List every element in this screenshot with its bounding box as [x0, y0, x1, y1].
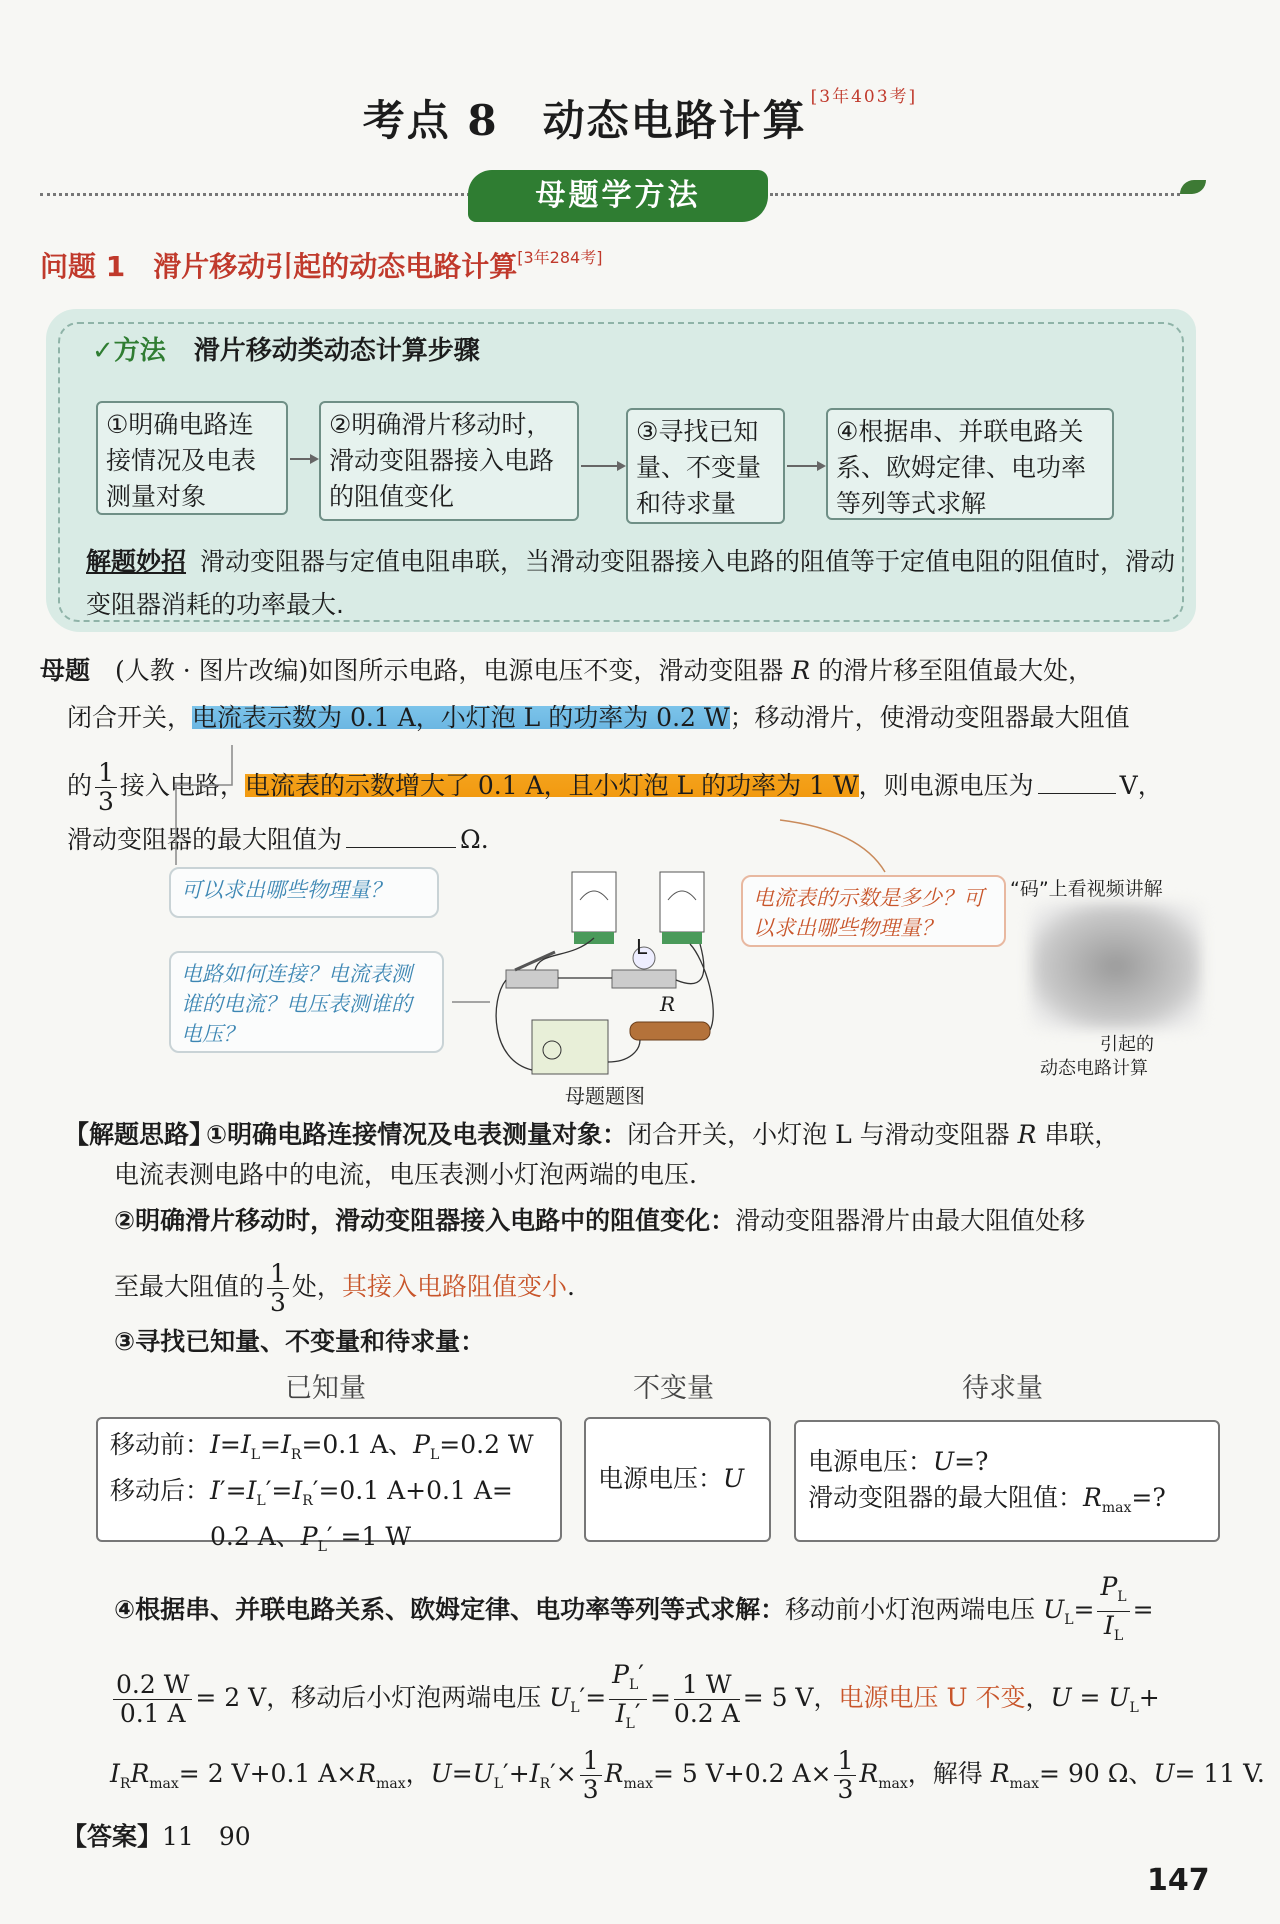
voltmeter-icon — [572, 872, 616, 932]
text-segment: = — [451, 1759, 473, 1788]
text-segment: 1 — [98, 758, 114, 787]
text-segment: ， — [405, 1759, 431, 1788]
italic-var: I — [210, 1430, 220, 1459]
text-segment: 电流表测电路中的电流，电压表测小灯泡两端的电压. — [114, 1160, 697, 1189]
text-segment: 0.2 A — [673, 1699, 740, 1728]
text-segment: = 5 V+0.2 A× — [653, 1759, 832, 1788]
text-segment: 串联， — [1036, 1120, 1120, 1149]
subscript: L — [493, 1776, 504, 1792]
solution-line — [114, 1201, 1085, 1241]
text-segment: ′+ — [503, 1759, 530, 1788]
qr-caption-2: 动态电路计算 — [1040, 1058, 1148, 1079]
problem-heading-label: 问题 1 滑片移动引起的动态电路计算 — [40, 250, 518, 283]
numerator — [113, 1671, 192, 1700]
subscript: L — [256, 1493, 266, 1509]
title-text: 考点 8 动态电路计算 — [362, 96, 807, 145]
italic-var: R — [1083, 1483, 1102, 1512]
table-header-unknown: 待求量 — [962, 1373, 1043, 1404]
emphasis-text: 电源电压 U 不变 — [838, 1683, 1026, 1712]
subscript: max — [878, 1776, 908, 1792]
text-segment: 移动前小灯泡两端电压 — [785, 1595, 1044, 1624]
subscript: max — [149, 1776, 179, 1792]
subscript: L — [570, 1700, 580, 1716]
text-segment: 1 — [837, 1746, 854, 1775]
text-segment: ′× — [550, 1759, 577, 1788]
constant-line — [598, 1461, 757, 1497]
bold-text: 母题 — [40, 656, 91, 685]
text-segment: 1 W — [682, 1670, 732, 1699]
italic-var: P — [612, 1660, 629, 1689]
text-segment: =? — [1131, 1483, 1166, 1512]
italic-var: I — [240, 1430, 251, 1459]
unknown-line — [808, 1480, 1206, 1526]
text-segment: ，则电源电压为 — [858, 771, 1034, 800]
text-segment: ′ =1 W — [326, 1522, 412, 1551]
denominator — [609, 1700, 647, 1738]
numerator — [267, 1260, 289, 1289]
qr-caption-1: 引起的 — [1100, 1034, 1154, 1055]
denominator — [1097, 1612, 1129, 1650]
italic-var: U — [723, 1464, 745, 1493]
text-segment: 0.1 A — [119, 1699, 186, 1728]
tip-text: 滑动变阻器与定值电阻串联，当滑动变阻器接入电路的阻值等于定值电阻的阻值时，滑动变阻器消耗的功率最大. — [86, 547, 1176, 619]
subscript: max — [376, 1776, 406, 1792]
subscript: R — [119, 1776, 131, 1792]
denominator — [113, 1700, 192, 1728]
step-4: ④根据串、并联电路关系、欧姆定律、电功率等列等式求解 — [826, 408, 1114, 520]
italic-var: I — [1103, 1611, 1114, 1640]
subscript: L — [1113, 1628, 1124, 1644]
subscript: max — [623, 1776, 653, 1792]
callout-quantities: 可以求出哪些物理量？ — [169, 867, 439, 918]
text-segment: ′= — [579, 1683, 607, 1712]
lamp-label: L — [636, 935, 648, 959]
subscript: L — [429, 1447, 440, 1463]
text-segment: = — [219, 1430, 241, 1459]
subscript: L — [1064, 1612, 1074, 1628]
constant-box — [584, 1417, 771, 1542]
numerator — [834, 1747, 856, 1776]
rheostat-icon — [630, 1022, 710, 1040]
subscript: L — [317, 1539, 327, 1555]
answer-label: 【答案】 — [62, 1822, 163, 1851]
text-segment: 0.2 W — [116, 1670, 190, 1699]
subscript: L — [625, 1716, 635, 1732]
text-segment: = — [260, 1430, 281, 1459]
text-segment: = 2 V+0.1 A× — [178, 1759, 358, 1788]
known-line — [110, 1473, 548, 1519]
text-segment: 滑动变阻器的最大阻值： — [808, 1483, 1084, 1512]
known-line — [110, 1519, 548, 1565]
table-header-known: 已知量 — [285, 1373, 366, 1404]
unknown-line — [808, 1444, 1206, 1480]
solution-line — [114, 1155, 697, 1195]
known-box — [96, 1417, 562, 1555]
qr-title: “码”上看视频讲解 — [1010, 878, 1163, 900]
section-banner: 母题学方法 — [468, 170, 768, 222]
step4-line — [110, 1661, 1160, 1738]
text-segment: ′= — [265, 1476, 293, 1505]
italic-var: R — [990, 1759, 1010, 1788]
solution-label: 【解题思路】 — [64, 1120, 215, 1149]
step-2: ②明确滑片移动时，滑动变阻器接入电路的阻值变化 — [319, 401, 579, 521]
qr-code[interactable] — [1030, 902, 1202, 1030]
fraction — [674, 1671, 740, 1728]
text-segment: = — [649, 1683, 671, 1712]
text-segment: ′= — [219, 1476, 247, 1505]
page-number: 147 — [1147, 1863, 1210, 1898]
rheostat-label: R — [660, 992, 676, 1016]
text-segment: = — [1073, 1595, 1095, 1624]
text-segment: 滑动变阻器滑片由最大阻值处移 — [735, 1206, 1086, 1235]
text-segment: 3 — [98, 787, 114, 816]
ammeter-icon — [660, 872, 704, 932]
text-segment: = — [1071, 1683, 1109, 1712]
fraction — [267, 1260, 289, 1317]
subscript: max — [1101, 1500, 1132, 1516]
problem-heading-note: [3年284考] — [517, 248, 603, 267]
solution-line — [114, 1322, 485, 1362]
italic-var: U — [430, 1759, 452, 1788]
denominator — [580, 1776, 602, 1804]
fraction — [113, 1671, 192, 1728]
connector-line — [176, 745, 232, 865]
fraction — [834, 1747, 856, 1804]
text-segment: . — [566, 1272, 575, 1301]
subscript: L — [628, 1677, 639, 1693]
text-segment: ′ — [634, 1699, 641, 1728]
italic-var: U — [549, 1683, 571, 1712]
italic-var: U — [1043, 1595, 1065, 1624]
text-segment: 电源电压： — [598, 1464, 724, 1493]
text-segment: + — [1138, 1683, 1160, 1712]
callout-connection: 电路如何连接？电流表测谁的电流？电压表测谁的电压？ — [169, 951, 444, 1053]
text-segment: 3 — [837, 1775, 854, 1804]
fraction — [580, 1747, 602, 1804]
italic-var: I — [246, 1476, 257, 1505]
text-segment: 1 — [270, 1259, 286, 1288]
italic-var: P — [1100, 1572, 1118, 1601]
bold-text: ④根据串、并联电路关系、欧姆定律、电功率等列等式求解： — [114, 1595, 786, 1624]
answer — [62, 1817, 251, 1857]
italic-var: I — [281, 1430, 291, 1459]
unknown-box — [794, 1420, 1220, 1542]
text-segment: ′ — [638, 1660, 644, 1689]
step-3: ③寻找已知量、不变量和待求量 — [626, 408, 785, 524]
text-segment: 滑动变阻器的最大阻值为 — [67, 825, 343, 854]
text-segment: 3 — [582, 1775, 599, 1804]
subscript: L — [250, 1447, 261, 1463]
text-segment: = 5 V， — [742, 1683, 839, 1712]
text-segment: 3 — [270, 1288, 286, 1317]
italic-var: U — [933, 1447, 955, 1476]
denominator — [674, 1700, 740, 1728]
table-header-constant: 不变量 — [633, 1373, 714, 1404]
text-segment: = 90 Ω、 — [1039, 1759, 1154, 1788]
subscript: R — [539, 1776, 551, 1792]
italic-var: R — [357, 1759, 377, 1788]
italic-var: P — [413, 1430, 430, 1459]
italic-var: I — [110, 1759, 120, 1788]
italic-var: I — [292, 1476, 303, 1505]
numerator — [580, 1747, 602, 1776]
text-segment: ， — [1025, 1683, 1051, 1712]
italic-var: I — [210, 1476, 220, 1505]
text-segment: = — [1132, 1595, 1154, 1624]
italic-var: R — [859, 1759, 879, 1788]
text-segment: ；移动滑片，使滑动变阻器最大阻值 — [729, 703, 1130, 732]
text-segment: 移动后： — [110, 1476, 211, 1505]
text-segment: 1 — [582, 1746, 599, 1775]
numerator — [609, 1661, 647, 1700]
text-segment: 至最大阻值的 — [114, 1272, 265, 1301]
bold-text: ②明确滑片移动时，滑动变阻器接入电路中的阻值变化： — [114, 1206, 736, 1235]
step4-line — [114, 1573, 1154, 1650]
fraction — [609, 1661, 647, 1738]
italic-var: P — [300, 1522, 318, 1551]
bold-text: ③寻找已知量、不变量和待求量： — [114, 1327, 486, 1356]
italic-var: U — [1153, 1759, 1175, 1788]
italic-var: R — [1017, 1120, 1037, 1149]
bold-text: ①明确电路连接情况及电表测量对象： — [206, 1120, 628, 1149]
denominator — [834, 1776, 856, 1804]
figure-caption: 母题题图 — [565, 1084, 645, 1108]
text-segment: =0.2 W — [439, 1430, 534, 1459]
subscript: R — [302, 1493, 313, 1509]
text-segment: 0.2 A、 — [110, 1522, 301, 1551]
text-segment: 闭合开关， — [67, 703, 193, 732]
italic-var: I — [529, 1759, 540, 1788]
text-segment: 的 — [67, 771, 93, 800]
step-1: ①明确电路连接情况及电表测量对象 — [96, 401, 288, 515]
method-tag: ✓方法 — [92, 336, 166, 366]
italic-var: R — [130, 1759, 150, 1788]
highlight-blue: 电流表示数为 0.1 A，小灯泡 L 的功率为 0.2 W — [192, 703, 730, 732]
subscript: max — [1009, 1776, 1040, 1792]
text-segment: V， — [1119, 771, 1163, 800]
text-segment: Ω. — [460, 825, 489, 854]
denominator — [267, 1289, 289, 1317]
text-segment: ′=0.1 A+0.1 A= — [312, 1476, 513, 1505]
callout-ammeter: 电流表的示数是多少？可以求出哪些物理量？ — [741, 875, 1006, 947]
text-segment: =0.1 A、 — [301, 1430, 414, 1459]
highlight-orange: 电流表的示数增大了 0.1 A，且小灯泡 L 的功率为 1 W — [244, 771, 859, 800]
text-segment: 处， — [291, 1272, 342, 1301]
step4-line — [110, 1747, 1265, 1804]
numerator — [674, 1671, 740, 1700]
method-title: 滑片移动类动态计算步骤 — [193, 336, 480, 366]
italic-var: I — [615, 1699, 626, 1728]
italic-var: R — [604, 1759, 624, 1788]
text-segment: = 2 V，移动后小灯泡两端电压 — [195, 1683, 550, 1712]
tip-label: 解题妙招 — [86, 547, 187, 576]
text-segment: 电源电压： — [808, 1447, 934, 1476]
numerator — [1097, 1573, 1129, 1612]
text-segment: 接入电路， — [119, 771, 245, 800]
text-segment: 的滑片移至阻值最大处， — [810, 656, 1094, 685]
answer-value: 11 90 — [162, 1822, 251, 1851]
connector-line — [780, 820, 885, 872]
text-segment: 移动前： — [110, 1430, 211, 1459]
solution-line — [114, 1260, 575, 1317]
italic-var: U — [472, 1759, 494, 1788]
text-segment: 闭合开关，小灯泡 L 与滑动变阻器 — [627, 1120, 1018, 1149]
text-segment: (人教 · 图片改编)如图所示电路，电源电压不变，滑动变阻器 — [90, 656, 792, 685]
text-segment: ，解得 — [907, 1759, 991, 1788]
fraction — [1097, 1573, 1129, 1650]
title-note: [3年403考] — [810, 87, 918, 107]
known-line — [110, 1427, 548, 1473]
text-segment: = 11 V. — [1174, 1759, 1265, 1788]
circuit-diagram — [496, 872, 713, 1074]
text-segment: =? — [954, 1447, 989, 1476]
emphasis-text: 其接入电路阻值变小 — [341, 1272, 567, 1301]
solution-line — [206, 1115, 1119, 1155]
switch-icon — [506, 970, 558, 988]
italic-var: R — [791, 656, 811, 685]
italic-var: U — [1050, 1683, 1072, 1712]
italic-var: U — [1108, 1683, 1130, 1712]
subscript: L — [1129, 1700, 1139, 1716]
subscript: L — [1117, 1589, 1127, 1605]
subscript: R — [290, 1447, 302, 1463]
